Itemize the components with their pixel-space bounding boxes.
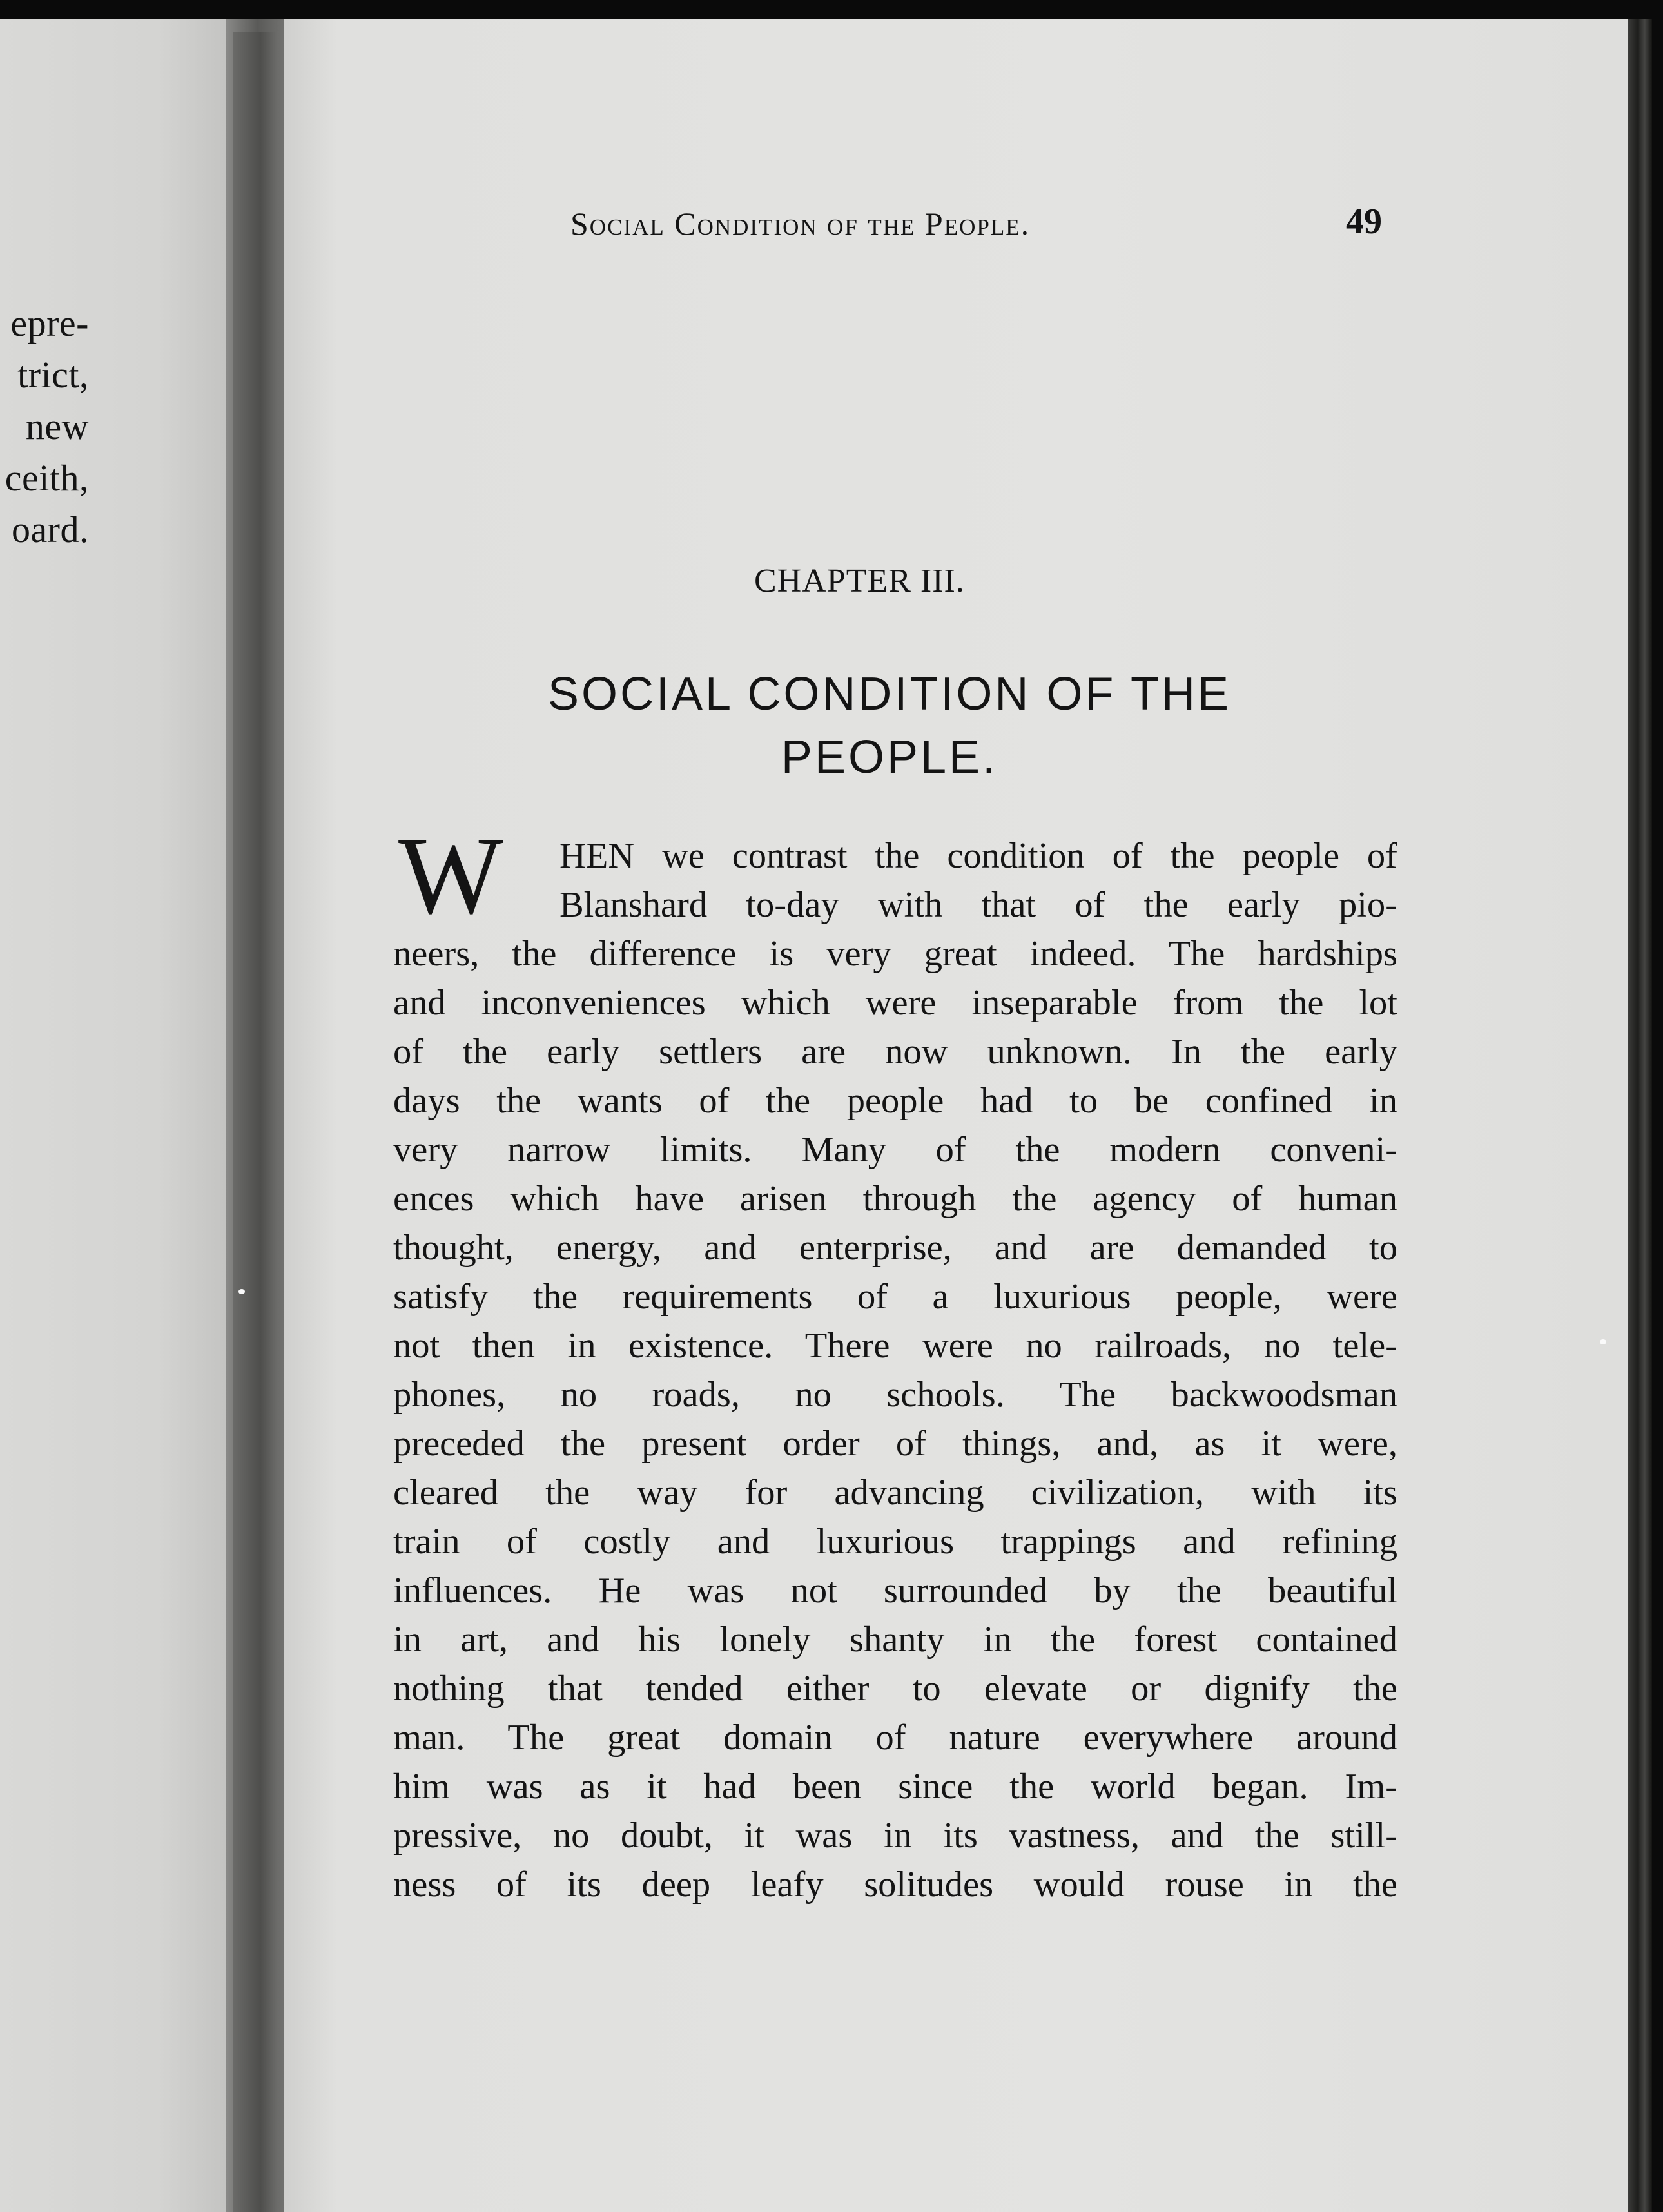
body-line: ness of its deep leafy solitudes would rouse in the [393,1865,1397,1905]
chapter-title-line: SOCIAL CONDITION OF THE [547,668,1232,720]
body-line: neers, the difference is very great indeed. The hardships [393,934,1397,974]
body-line: preceded the present order of things, and, as it were, [393,1424,1397,1464]
body-line: ences which have arisen through the agency of human [393,1179,1397,1219]
previous-page-line: new [25,405,89,447]
body-line: train of costly and luxurious trappings and refining [393,1522,1397,1562]
gutter-shadow [233,32,278,2212]
body-line: nothing that tended either to elevate or dignify the [393,1669,1397,1709]
body-line: of the early settlers are now unknown. In the early [393,1032,1397,1072]
body-line: in art, and his lonely shanty in the forest contained [393,1620,1397,1660]
running-head: Social Condition of the People. [570,206,1031,242]
body-line: very narrow limits. Many of the modern conveni- [393,1130,1397,1170]
page-number: 49 [1346,202,1382,242]
body-line: Blanshard to-day with that of the early pio- [559,885,1397,925]
body-line: phones, no roads, no schools. The backwoodsman [393,1375,1397,1415]
previous-page-line: oard. [11,509,89,550]
body-line: pressive, no doubt, it was in its vastness, and the still- [393,1816,1397,1856]
body-line: influences. He was not surrounded by the beautiful [393,1571,1397,1611]
page-edge-shadow [1628,19,1652,2212]
chapter-label: CHAPTER III. [754,563,965,599]
previous-page [0,19,226,2212]
body-line: not then in existence. There were no railroads, no tele- [393,1326,1397,1366]
scan-speck [1600,1339,1606,1344]
chapter-title [451,663,1328,789]
body-line: cleared the way for advancing civilization, with its [393,1473,1397,1513]
body-line: thought, energy, and enterprise, and are demanded to [393,1228,1397,1268]
body-line: satisfy the requirements of a luxurious people, were [393,1277,1397,1317]
body-line: HEN we contrast the condition of the people of [559,836,1397,876]
body-line: and inconveniences which were inseparable from the lot [393,983,1397,1023]
body-line: days the wants of the people had to be confined in [393,1081,1397,1121]
previous-page-line: trict, [17,354,89,396]
previous-page-line: ceith, [5,457,89,499]
previous-page-line: epre- [10,302,89,344]
body-line: him was as it had been since the world began. Im- [393,1767,1397,1807]
scan-speck [238,1289,245,1294]
body-line: man. The great domain of nature everywhere around [393,1718,1397,1758]
drop-cap: W [398,815,503,937]
chapter-title-line: PEOPLE. [781,732,998,783]
